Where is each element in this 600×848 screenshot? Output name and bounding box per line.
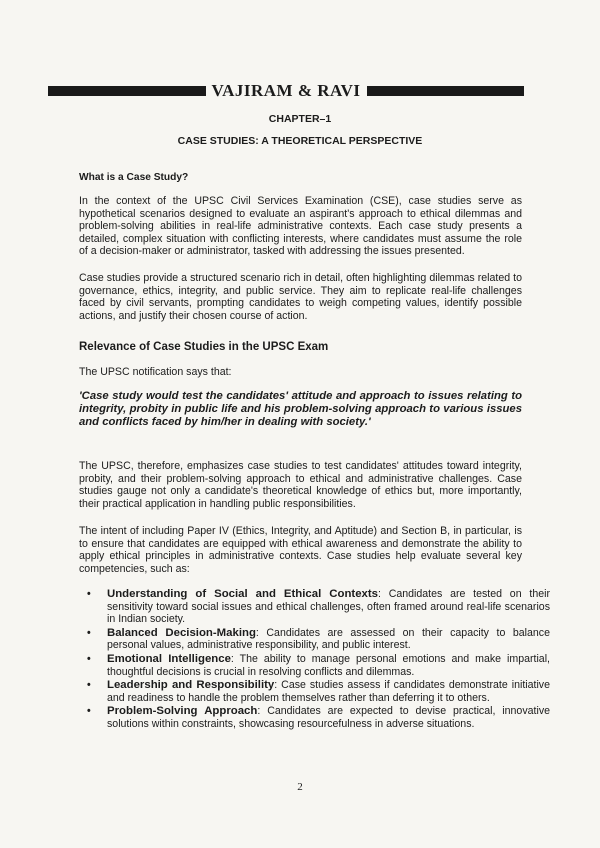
page-number: 2 [297,781,303,793]
competency-text: : The ability to manage personal emotions and make impartial, thoughtful decisions is crucial in resolving conflicts and dilemmas. [107,652,550,678]
section-heading-what: What is a Case Study? [79,172,189,183]
competency-text: : Candidates are assessed on their capacity to balance personal values, administrative responsibility, and public interest. [107,626,550,652]
list-item [107,679,550,704]
competency-text: : Candidates are tested on their sensitivity toward social issues and ethical challenges, often framed around real-life scenarios in Indian society. [107,588,550,626]
list-item [107,653,550,678]
competency-term: Understanding of Social and Ethical Contexts [107,588,378,600]
competency-term: Emotional Intelligence [107,652,231,665]
paragraph-relevance-2: The intent of including Paper IV (Ethics, Integrity, and Aptitude) and Section B, in particular, is to ensure that candidates are equipped with ethical awareness and demonstrate the ability to apply ethical principles in administrative contexts. Case studies help evaluate several key competencies, such as: [79,525,522,575]
chapter-label: CHAPTER–1 [268,113,332,125]
notification-intro: The UPSC notification says that: [79,366,232,378]
paragraph-what-2: Case studies provide a structured scenario rich in detail, often highlighting dilemmas related to governance, ethics, integrity, and public service. They aim to replicate real-life challenges faced by civil servants, prompting candidates to weigh competing values, identify possible actions, and justify their chosen course of action. [79,272,522,322]
chapter-title: CASE STUDIES: A THEORETICAL PERSPECTIVE [177,135,423,147]
header-bar-left [48,86,206,96]
competency-term: Problem-Solving Approach [107,705,258,718]
paragraph-relevance-1: The UPSC, therefore, emphasizes case studies to test candidates' attitudes toward integrity, probity, and their problem-solving approach to ethical and administrative challenges. Case studies gauge not only a candidate's theoretical knowledge of ethics but, more importantly, their practical application in handling public responsibilities. [79,460,522,510]
brand-title: VAJIRAM & RAVI [211,81,361,100]
competency-text: : Candidates are expected to devise practical, innovative solutions within constraints, showcasing resourcefulness in adverse situations. [107,705,551,730]
header-bar-right [367,86,525,96]
list-item [107,705,550,730]
competency-list [79,588,550,732]
competency-term: Leadership and Responsibility [107,679,275,692]
list-item [107,627,550,652]
list-item [107,588,550,626]
brand-header [48,80,524,102]
paragraph-what-1: In the context of the UPSC Civil Services Examination (CSE), case studies serve as hypothetical scenarios designed to evaluate an aspirant's approach to ethical dilemmas and problem-solving abilities in real-life administrative contexts. Each case study presents a detailed, complex situation with conflicting interests, where candidates must assume the role of a decision-maker or administrator, tasked with addressing the issues presented. [79,195,522,258]
section-heading-relevance: Relevance of Case Studies in the UPSC Exam [79,341,329,353]
competency-text: : Case studies assess if candidates demonstrate initiative and readiness to handle the problem themselves rather than deferring it to others. [107,679,550,704]
competency-term: Balanced Decision-Making [107,626,256,639]
upsc-quote: 'Case study would test the candidates' attitude and approach to issues relating to integrity, probity in public life and his problem-solving approach to various issues and conflicts faced by him/her in dealing with society.' [79,390,522,428]
